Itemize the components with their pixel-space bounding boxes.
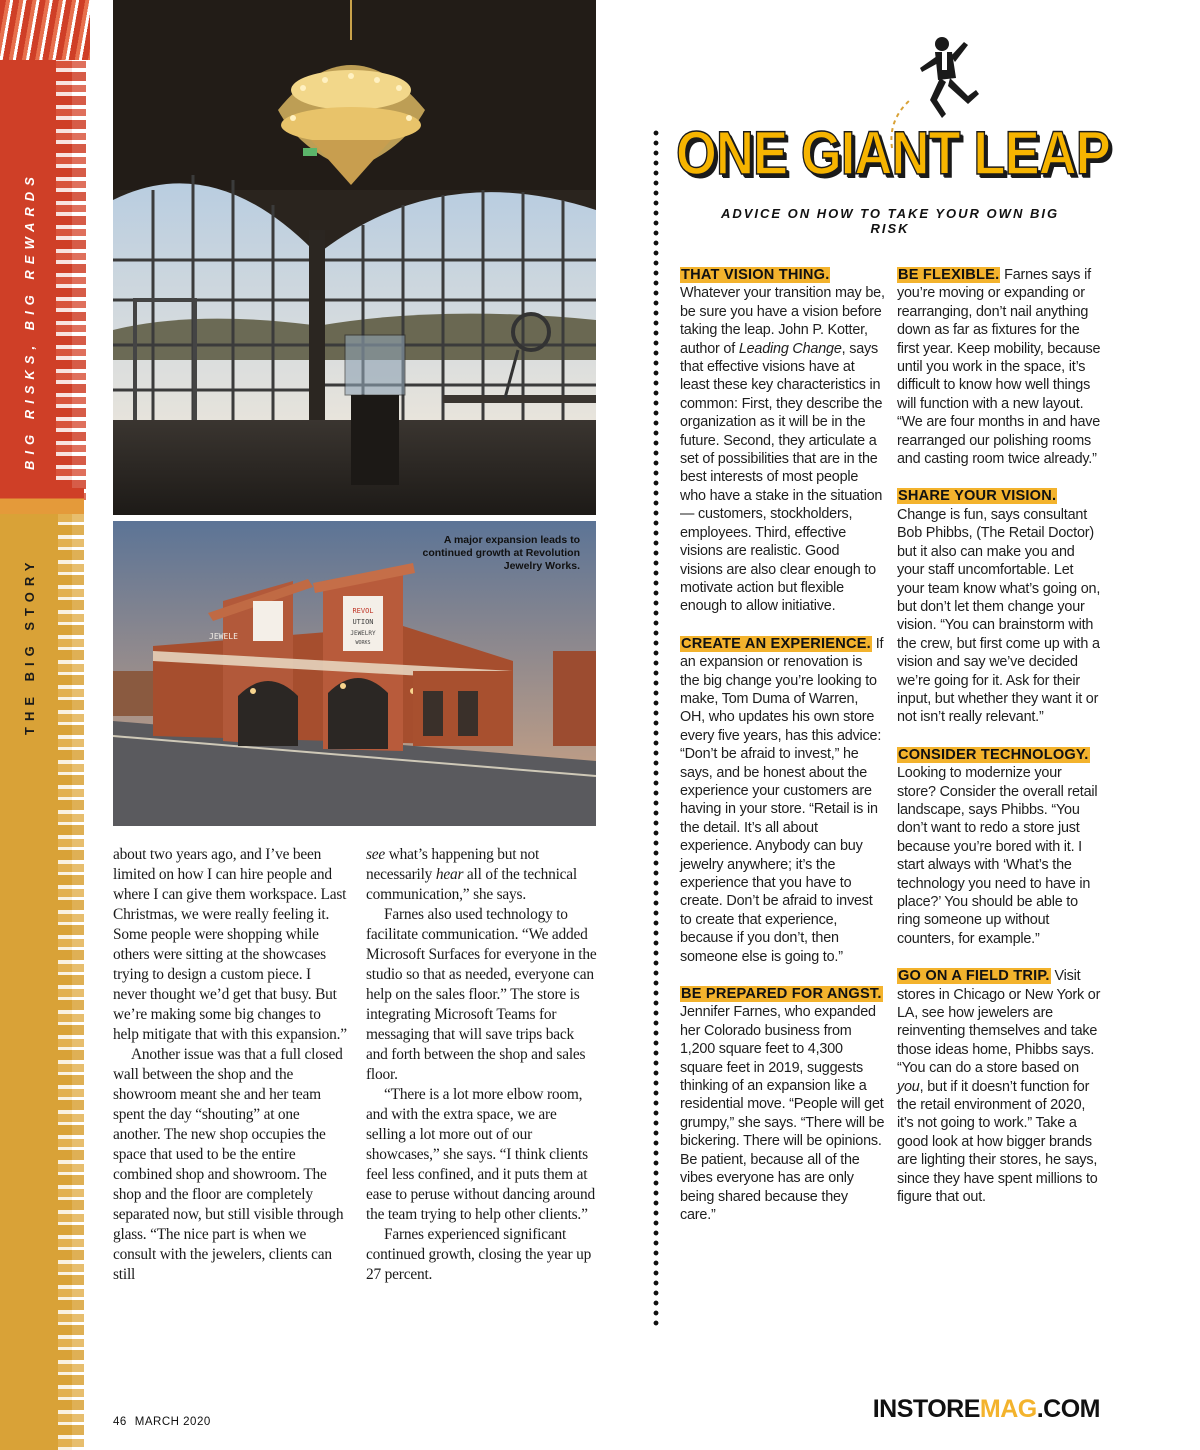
svg-text:WORKS: WORKS xyxy=(355,640,371,646)
sidebar-band-transition xyxy=(0,488,84,514)
section-name xyxy=(22,715,37,735)
tip-title: CONSIDER TECHNOLOGY. xyxy=(898,746,1089,763)
tip-text: Jennifer Farnes, who expanded her Colorado business from 1,200 square feet to 4,300 square feet in 2019, suggests thinking of an expansion like a residential move. “People will get grumpy,” she says. “There will be bickering. There will be opinions. Be patient, because all of the vibes everyone has are only being shared because they care.” xyxy=(680,1004,885,1223)
tip-title: CREATE AN EXPERIENCE. xyxy=(681,635,871,652)
article-paragraph: Another issue was that a full closed wall between the shop and the showroom meant she and her team spent the day “shouting” at one another. The new shop occupies the space that used to be the entire combined shop and showroom. The shop and the floor are completely separated now, but still visible through glass. “The nice part is when we consult with the jewelers, clients can still xyxy=(113,1046,344,1283)
article-column-1 xyxy=(113,845,347,1285)
tip-text: If an expansion or renovation is the big change you’re looking to make, Tom Duma of Warren, OH, who updates his own store every five years, has this advice: “Don’t be afraid to invest,” he says, and be honest about the experience your customers are having in your store. “Retail is in the detail. It’s all about experience. Anybody can buy jewelry anywhere; it’s the experience that you have to create. Don’t be afraid to invest to create that experience, because if you don’t, then someone else is going to.” xyxy=(680,635,884,965)
tip-title: SHARE YOUR VISION. xyxy=(898,488,1057,505)
emphasis: Leading Change xyxy=(738,340,842,357)
facade-text: JEWELE xyxy=(209,632,238,641)
article-paragraph: Farnes also used technology to facilitate communication. “We added Microsoft Surfaces for everyone in the studio so that as needed, everyone can help on the sales floor.” The store is integrating Microsoft Teams for messaging that will save trips back and forth between the shop and sales floor. xyxy=(366,906,597,1083)
article-paragraph: “There is a lot more elbow room, and with the extra space, we are selling a lot more out of our showcases,” she says. “I think clients feel less confined, and it puts them at ease to peruse without dancing around the team trying to help other clients.” xyxy=(366,1086,595,1223)
issue-date: MARCH 2020 xyxy=(134,1416,211,1428)
interior-photo-illustration xyxy=(113,0,596,515)
sidebar-brush-texture xyxy=(0,0,90,60)
svg-text:UTION: UTION xyxy=(352,618,374,626)
article-text: all of the technical communication,” she says. xyxy=(366,866,577,903)
article-column-2 xyxy=(366,845,598,1285)
photo-caption: A major expansion leads to continued growth at Revolution Jewelry Works. xyxy=(422,534,580,572)
interior-photo xyxy=(113,0,596,515)
tip-create-experience xyxy=(680,635,885,966)
brand-part: .COM xyxy=(1036,1395,1100,1423)
tip-field-trip xyxy=(897,967,1102,1206)
tip-title: THAT VISION THING. xyxy=(681,267,830,283)
feature-subhead: ADVICE ON HOW TO TAKE YOUR OWN BIG RISK xyxy=(720,206,1060,236)
tip-prepared-for-angst xyxy=(680,985,885,1224)
tip-title: BE FLEXIBLE. xyxy=(898,267,1000,283)
tip-text: , but if it doesn’t function for the retail environment of 2020, it’s not going to work.” Take a good look at how bigger brands are lighting their stores, he says, since they have spent millions to figure that out. xyxy=(897,1078,1098,1206)
advice-column-2 xyxy=(897,266,1102,1226)
article-paragraph xyxy=(366,845,598,905)
article-text: what’s happening but not necessarily xyxy=(366,846,540,883)
brand-part: MAG xyxy=(979,1395,1037,1423)
article-paragraph: Farnes experienced significant continued growth, closing the year up 27 percent. xyxy=(366,1226,592,1283)
brand-part: INSTORE xyxy=(872,1395,980,1423)
sign-text: REVOL xyxy=(352,607,374,615)
page-number: 46 xyxy=(113,1416,127,1428)
section-tagline xyxy=(22,450,37,470)
dotted-divider xyxy=(652,128,660,1326)
feature-headline: ONE GIANT LEAP xyxy=(676,119,1110,187)
tip-text: , says that effective visions have at least these key characteristics in common: First, they describe the organization as it will be in the future. Second, they articulate a set of possibilities that are in the best interests of most people who have a stake in the situation — customers, stockholders, employees. Third, effective visions are realistic. Good visions are also clear enough to motivate action but flexible enough to allow initiative. xyxy=(680,340,883,615)
advice-column-1 xyxy=(680,266,885,1243)
article-paragraph: about two years ago, and I’ve been limited on how I can hire people and where I can give them workspace. Last Christmas, we were really feeling it. Some people were shopping while others were sitting at the showcases trying to design a custom piece. I never thought we’d get that busy. But we’re making some big changes to help mitigate that with this expansion.” xyxy=(113,846,347,1043)
tip-title: BE PREPARED FOR ANGST. xyxy=(681,986,882,1003)
tip-text: Looking to modernize your store? Consider the overall retail landscape, says Phibbs. “You don’t want to redo a store just because you’re bored with it. I start always with ‘What’s the technology you need to have in place?’ You should be able to ring someone up without counters, for example.” xyxy=(897,765,1098,947)
tip-text: Visit stores in Chicago or New York or LA, see how jewelers are reinventing themselves and take those ideas home, Phibbs says. “You can do a store based on xyxy=(897,968,1101,1077)
folio xyxy=(113,1416,211,1428)
emphasis: see xyxy=(366,846,386,863)
emphasis: hear xyxy=(435,866,464,883)
tip-text: Farnes says if you’re moving or expanding or rearranging, don’t nail anything down as far as fixtures for the first year. Keep mobility, because until you work in the space, it’s difficult to know how well things will function with a new layout. “We are four months in and have rearranged our polishing rooms and casting room twice already.” xyxy=(897,267,1101,468)
tip-title: GO ON A FIELD TRIP. xyxy=(898,968,1050,985)
svg-text:JEWELRY: JEWELRY xyxy=(350,630,376,637)
tip-share-vision xyxy=(897,487,1102,726)
tip-text: Change is fun, says consultant Bob Phibbs, (The Retail Doctor) but it also can make you and your staff uncomfortable. Let your team know what’s going on, but don’t let them change your vision. “You can brainstorm with the crew, but first come up with a vision and say we’ve decided we’re going for it. Ask for their input, but whether they want it or not isn’t really relevant.” xyxy=(897,506,1101,726)
tip-vision-thing xyxy=(680,266,885,616)
tip-text: Whatever your transition may be, be sure you have a vision before taking the leap. John P. Kotter, author of xyxy=(680,285,885,357)
tip-consider-technology xyxy=(897,746,1102,948)
tip-be-flexible xyxy=(897,266,1102,468)
emphasis: you xyxy=(897,1078,920,1095)
brand-url-link[interactable] xyxy=(873,1395,1100,1424)
